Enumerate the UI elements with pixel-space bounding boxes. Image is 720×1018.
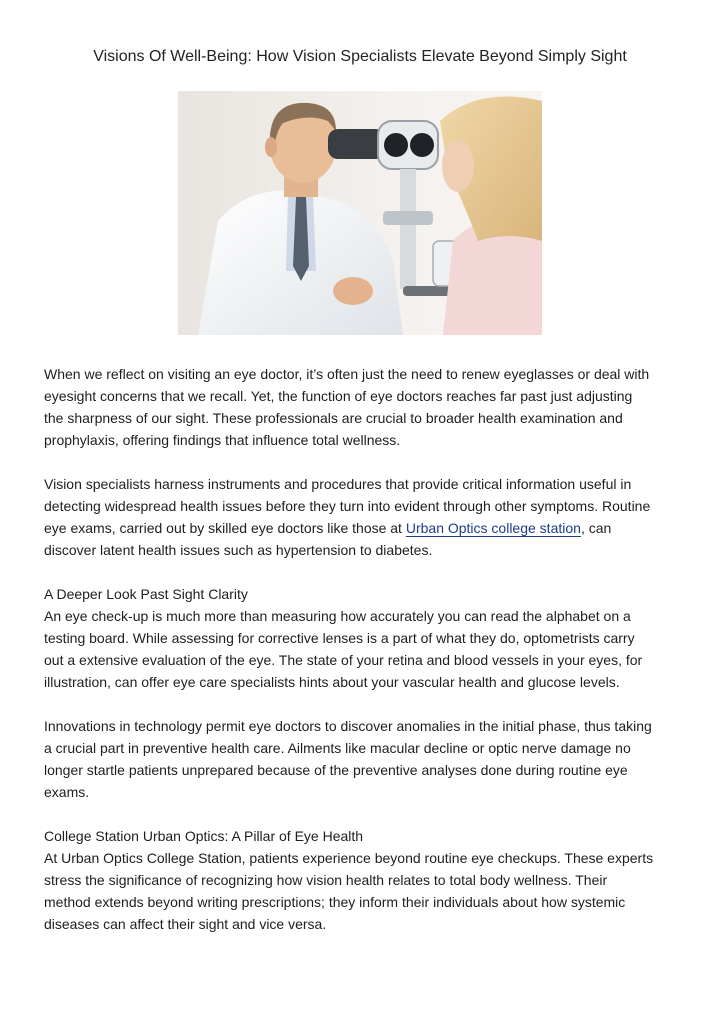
section-1-line: testing board. While assessing for corrective lenses is a part of what they do, optometrists carry [44,630,635,646]
section-heading: A Deeper Look Past Sight Clarity [44,586,248,602]
paragraph-2-line: discover latent health issues such as hypertension to diabetes. [44,542,433,558]
paragraph-2-line: detecting widespread health issues before they turn into evident through other symptoms. Routine [44,498,651,514]
section-1-line: illustration, can offer eye care specialists hints about your vascular health and glucose levels. [44,674,620,690]
section-1-line: out a extensive evaluation of the eye. The state of your retina and blood vessels in your eyes, for [44,652,643,668]
section-2-line: diseases can affect their sight and vice versa. [44,916,327,932]
paragraph-2-line [44,517,684,539]
paragraph-1-line: prophylaxis, offering findings that influence total wellness. [44,432,401,448]
paragraph-2-line: Vision specialists harness instruments and procedures that provide critical information useful in [44,476,632,492]
paragraph-2-text: , can [580,520,612,536]
page-title: Visions Of Well-Being: How Vision Specialists Elevate Beyond Simply Sight [93,48,627,65]
paragraph-4-line: longer startle patients unprepared because of the preventive analyses done during routine eye [44,762,628,778]
paragraph-1-line: the sharpness of our sight. These professionals are crucial to broader health examination and [44,410,623,426]
section-2-line: stress the significance of recognizing how vision health relates to total body wellness. Their [44,872,608,888]
article-body [44,363,684,935]
paragraph-4-line: exams. [44,784,90,800]
urban-optics-link[interactable]: Urban Optics college station [405,520,581,536]
paragraph-1-line: eyesight concerns that we recall. Yet, the function of eye doctors reaches far past just adjusting [44,388,633,404]
paragraph-1-line: When we reflect on visiting an eye doctor, it’s often just the need to renew eyeglasses or deal with [44,366,650,382]
paragraph-2-text: eye exams, carried out by skilled eye doctors like those at [44,520,406,536]
paragraph-4-line: a crucial part in preventive health care. Ailments like macular decline or optic nerve damage no [44,740,631,756]
section-heading: College Station Urban Optics: A Pillar of Eye Health [44,828,364,844]
eye-exam-photo-icon [178,91,542,335]
section-2-line: At Urban Optics College Station, patients experience beyond routine eye checkups. These experts [44,850,654,866]
section-1-line: An eye check-up is much more than measuring how accurately you can read the alphabet on a [44,608,631,624]
section-2-line: method extends beyond writing prescriptions; they inform their individuals about how systemic [44,894,626,910]
paragraph-4-line: Innovations in technology permit eye doctors to discover anomalies in the initial phase, thus taking [44,718,652,734]
